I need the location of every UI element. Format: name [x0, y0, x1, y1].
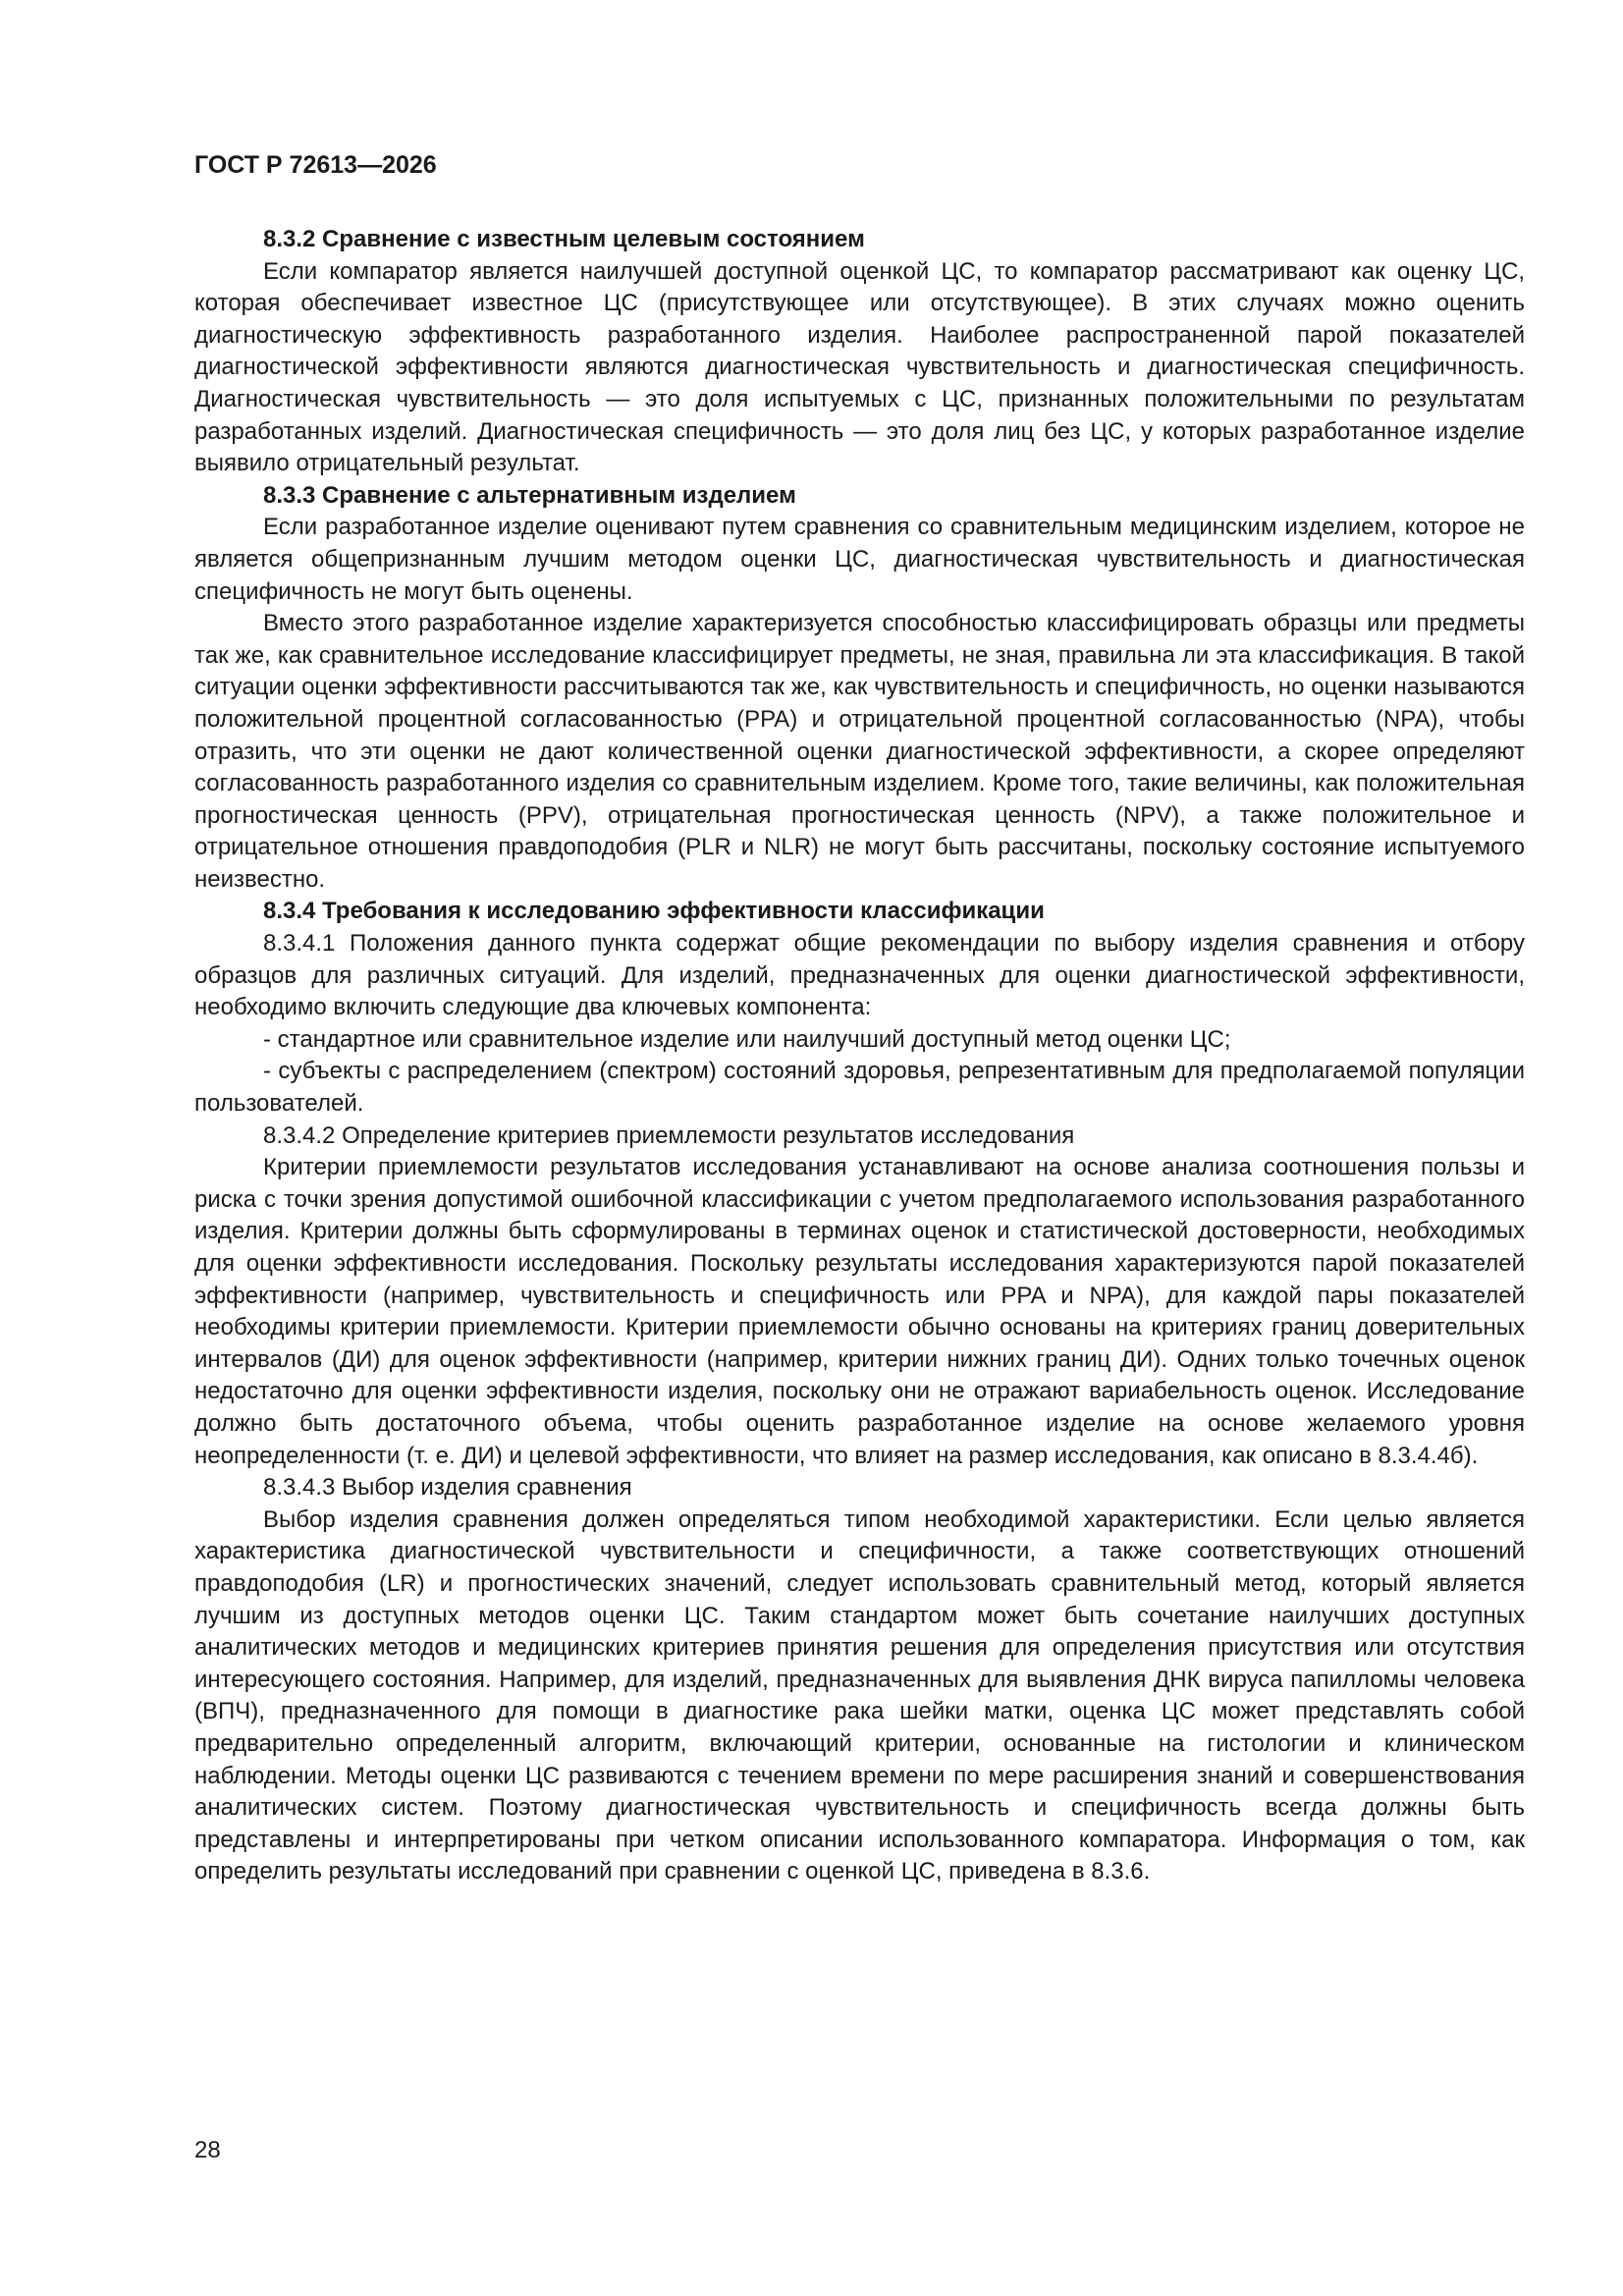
section-8-3-4-3-title: 8.3.4.3 Выбор изделия сравнения	[263, 1474, 632, 1502]
list-item-subjects: - субъекты с распределением (спектром) состояний здоровья, репрезентативным для предполагаемой популяции пользователей.	[194, 1058, 1525, 1118]
section-8-3-3-paragraph-1: Если разработанное изделие оценивают путем сравнения со сравнительным медицинским изделием, которое не является общепризнанным лучшим методом оценки ЦС, диагностическая чувствительность и диагностическая специфичность не могут быть оценены.	[194, 514, 1525, 605]
section-8-3-4-title: 8.3.4 Требования к исследованию эффективности классификации	[263, 898, 1045, 925]
page-number: 28	[194, 2137, 221, 2163]
section-8-3-4-2-title: 8.3.4.2 Определение критериев приемлемости результатов исследования	[263, 1121, 1075, 1149]
list-item-comparator: - стандартное или сравнительное изделие или наилучший доступный метод оценки ЦС;	[263, 1025, 1231, 1053]
section-8-3-3-title: 8.3.3 Сравнение с альтернативным изделием	[263, 481, 796, 509]
section-8-3-4-2-paragraph: Критерии приемлемости результатов исследования устанавливают на основе анализа соотношения пользы и риска с точки зрения допустимой ошибочной классификации с учетом предполагаемого использования разработанного изделия. Критерии должны быть сформулированы в терминах оценок и статистической достоверности, необходимых для оценки эффективности исследования. Поскольку результаты исследования характеризуются парой показателей эффективности (например, чувствительность и специфичность или PPA и NPA), для каждой пары показателей необходимы критерии приемлемости. Критерии приемлемости обычно основаны на критериях границ доверительных интервалов (ДИ) для оценок эффективности (например, критерии нижних границ ДИ). Одних только точечных оценок недостаточно для оценки эффективности изделия, поскольку они не отражают вариабельность оценок. Исследование должно быть достаточного объема, чтобы оценить разработанное изделие на основе желаемого уровня неопределенности (т. е. ДИ) и целевой эффективности, что влияет на размер исследования, как описано в 8.3.4.4б).	[194, 1154, 1525, 1469]
section-8-3-2-title: 8.3.2 Сравнение с известным целевым состоянием	[263, 226, 865, 252]
section-8-3-4-3-paragraph: Выбор изделия сравнения должен определяться типом необходимой характеристики. Если целью является характеристика диагностической чувствительности и специфичности, а также соответствующих отношений правдоподобия (LR) и прогностических значений, следует использовать сравнительный метод, который является лучшим из доступных методов оценки ЦС. Таким стандартом может быть сочетание наилучших доступных аналитических методов и медицинских критериев принятия решения для определения присутствия или отсутствия интересующего состояния. Например, для изделий, предназначенных для выявления ДНК вируса папилломы человека (ВПЧ), предназначенного для помощи в диагностике рака шейки матки, оценка ЦС может представлять собой предварительно определенный алгоритм, включающий критерии, основанные на гистологии и клиническом наблюдении. Методы оценки ЦС развиваются с течением времени по мере расширения знаний и совершенствования аналитических систем. Поэтому диагностическая чувствительность и специфичность всегда должны быть представлены и интерпретированы при четком описании использованного компаратора. Информация о том, как определить результаты исследований при сравнении с оценкой ЦС, приведена в 8.3.6.	[194, 1505, 1525, 1886]
section-8-3-4-1-paragraph: 8.3.4.1 Положения данного пункта содержат общие рекомендации по выбору изделия сравнения и отбору образцов для различных ситуаций. Для изделий, предназначенных для оценки диагностической эффективности, необходимо включить следующие два ключевых компонента:	[194, 930, 1525, 1021]
document-header-id: ГОСТ Р 72613—2026	[194, 151, 437, 179]
section-8-3-2-paragraph: Если компаратор является наилучшей доступной оценкой ЦС, то компаратор рассматривают как оценку ЦС, которая обеспечивает известное ЦС (присутствующее или отсутствующее). В этих случаях можно оценить диагностическую эффективность разработанного изделия. Наиболее распространенной парой показателей диагностической эффективности являются диагностическая чувствительность и диагностическая специфичность. Диагностическая чувствительность — это доля испытуемых с ЦС, признанных положительными по результатам разработанных изделий. Диагностическая специфичность — это доля лиц без ЦС, у которых разработанное изделие выявило отрицательный результат.	[194, 257, 1525, 477]
document-body	[194, 224, 1525, 1888]
section-8-3-3-paragraph-2: Вместо этого разработанное изделие характеризуется способностью классифицировать образцы или предметы так же, как сравнительное исследование классифицирует предметы, не зная, правильна ли эта классификация. В такой ситуации оценки эффективности рассчитываются так же, как чувствительность и специфичность, но оценки называются положительной процентной согласованностью (PPA) и отрицательной процентной согласованностью (NPA), чтобы отразить, что эти оценки не дают количественной оценки диагностической эффективности, а скорее определяют согласованность разработанного изделия со сравнительным изделием. Кроме того, такие величины, как положительная прогностическая ценность (PPV), отрицательная прогностическая ценность (NPV), а также положительное и отрицательное отношения правдоподобия (PLR и NLR) не могут быть рассчитаны, поскольку состояние испытуемого неизвестно.	[194, 610, 1525, 893]
